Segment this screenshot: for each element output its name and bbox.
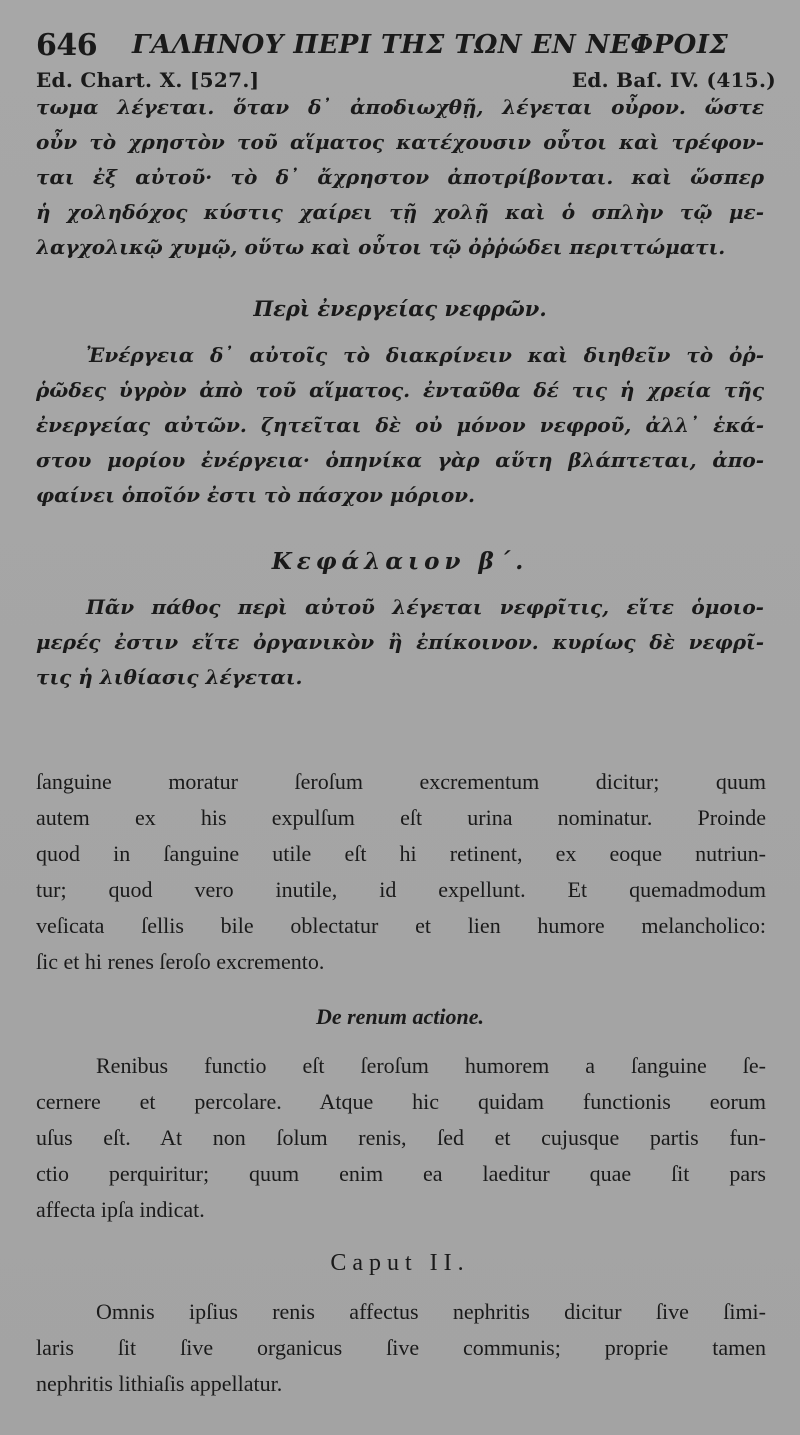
- latin-paragraph-1: [36, 764, 766, 980]
- latin-line: veſicata ſellis bile oblectatur et lien humore melancholico:: [36, 913, 766, 938]
- latin-line: ſanguine moratur ſeroſum excrementum dicitur; quum: [36, 769, 766, 794]
- latin-line: cernere et percolare. Atque hic quidam functionis eorum: [36, 1089, 766, 1114]
- greek-line: ῥῶδες ὑγρὸν ἀπὸ τοῦ αἵματος. ἐνταῦθα δέ τις ἡ χρεία τῆς: [36, 378, 764, 402]
- greek-line: φαίνει ὁποῖόν ἐστι τὸ πάσχον μόριον.: [36, 483, 476, 507]
- greek-line: τωμα λέγεται. ὅταν δ᾽ ἀποδιωχθῇ, λέγεται οὖρον. ὥστε: [36, 95, 764, 119]
- running-title: ΓΑΛΗΝΟΥ ΠΕΡΙ ΤΗΣ ΤΩΝ ΕΝ ΝΕΦΡΟΙΣ: [132, 30, 729, 60]
- greek-line: μερές ἐστιν εἴτε ὀργανικὸν ἢ ἐπίκοινον. κυρίως δὲ νεφρῖ-: [36, 630, 764, 654]
- greek-chapter-heading: Κεφάλαιον β΄.: [271, 548, 529, 575]
- latin-paragraph-2: [36, 1048, 766, 1228]
- latin-line: ſic et hi renes ſeroſo excremento.: [36, 949, 325, 974]
- latin-line: affecta ipſa indicat.: [36, 1197, 205, 1222]
- greek-paragraph-2: [36, 338, 764, 513]
- greek-line: στου μορίου ἐνέργεια· ὁπηνίκα γὰρ αὕτη βλάπτεται, ἀπο-: [36, 448, 764, 472]
- latin-line: quod in ſanguine utile eſt hi retinent, ex eoque nutriun-: [36, 841, 766, 866]
- edition-reference-left: Ed. Chart. X. [527.]: [36, 68, 260, 92]
- edition-reference-right: Ed. Baſ. IV. (415.): [571, 68, 776, 92]
- latin-line: uſus eſt. At non ſolum renis, ſed et cujusque partis fun-: [36, 1125, 766, 1150]
- latin-line: nephritis lithiaſis appellatur.: [36, 1371, 283, 1396]
- greek-paragraph-1: [36, 90, 764, 265]
- latin-line: autem ex his expulſum eſt urina nominatur. Proinde: [36, 805, 766, 830]
- page-number: 646: [36, 28, 98, 63]
- greek-line: οὖν τὸ χρηστὸν τοῦ αἵματος κατέχουσιν οὗτοι καὶ τρέφον-: [36, 130, 764, 154]
- latin-chapter-heading: Caput II.: [330, 1250, 470, 1276]
- greek-section-heading: Περὶ ἐνεργείας νεφρῶν.: [253, 296, 547, 321]
- greek-line: Ἐνέργεια δ᾽ αὐτοῖς τὸ διακρίνειν καὶ διηθεῖν τὸ ὀῤ-: [86, 343, 764, 367]
- latin-paragraph-3: [36, 1294, 766, 1402]
- greek-line: ἡ χοληδόχος κύστις χαίρει τῇ χολῇ καὶ ὁ σπλὴν τῷ με-: [36, 200, 764, 224]
- latin-line: ctio perquiritur; quum enim ea laeditur quae ſit pars: [36, 1161, 766, 1186]
- greek-line: τις ἡ λιθίασις λέγεται.: [36, 665, 303, 689]
- latin-line: tur; quod vero inutile, id expellunt. Et quemadmodum: [36, 877, 766, 902]
- greek-paragraph-3: [36, 590, 764, 695]
- greek-line: ἐνεργείας αὐτῶν. ζητεῖται δὲ οὐ μόνον νεφροῦ, ἀλλ᾽ ἑκά-: [36, 413, 764, 437]
- greek-line: λαγχολικῷ χυμῷ, οὕτω καὶ οὗτοι τῷ ὀῤῥώδει περιττώματι.: [36, 235, 726, 259]
- latin-line: laris ſit ſive organicus ſive communis; proprie tamen: [36, 1335, 766, 1360]
- latin-line: Renibus functio eſt ſeroſum humorem a ſanguine ſe-: [96, 1053, 766, 1078]
- greek-line: ται ἐξ αὐτοῦ· τὸ δ᾽ ἄχρηστον ἀποτρίβονται. καὶ ὥσπερ: [36, 165, 764, 189]
- latin-section-heading: De renum actione.: [315, 1004, 485, 1029]
- greek-line: Πᾶν πάθος περὶ αὐτοῦ λέγεται νεφρῖτις, εἴτε ὁμοιο-: [86, 595, 764, 619]
- latin-line: Omnis ipſius renis affectus nephritis dicitur ſive ſimi-: [96, 1299, 766, 1324]
